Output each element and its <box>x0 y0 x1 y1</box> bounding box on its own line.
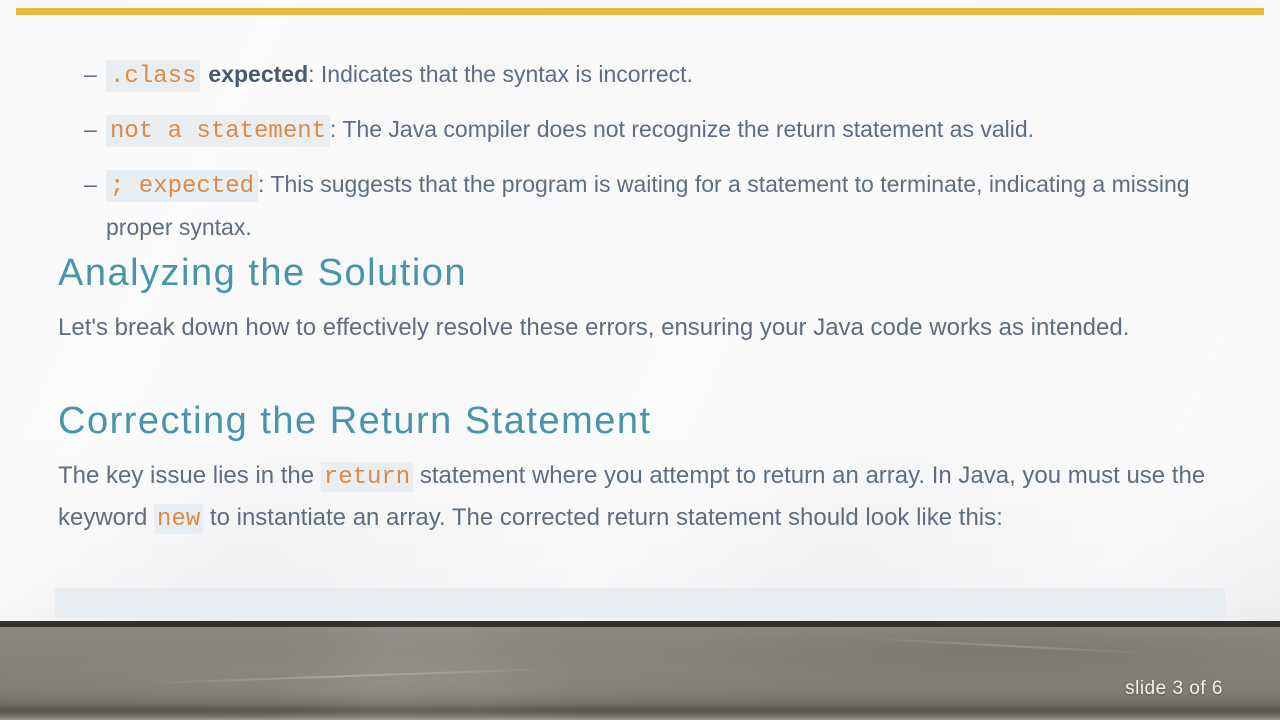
slide-top-accent-bar <box>16 8 1264 15</box>
section-title-correcting-the-return-statement: Correcting the Return Statement <box>58 400 652 442</box>
bullet-dash: – <box>84 171 97 197</box>
code-snippet-block <box>55 588 1225 618</box>
inline-code-chip: not a statement <box>106 115 330 147</box>
concrete-floor-background <box>0 627 1280 720</box>
bullet-dash: – <box>84 61 97 87</box>
inline-code-chip: .class <box>106 60 200 92</box>
body-text-segment: statement where you attempt to return an array. In Java, you must use the keyword <box>58 462 1206 531</box>
body-text-segment: to instantiate an array. The corrected return statement should look like this: <box>203 504 1003 531</box>
inline-code-chip: return <box>321 462 413 492</box>
bullet-text: : Indicates that the syntax is incorrect. <box>308 61 693 87</box>
inline-code-chip: ; expected <box>106 170 258 202</box>
floor-scratch-texture <box>860 637 1160 655</box>
error-bullet-list <box>84 54 1214 259</box>
list-item <box>84 109 1214 152</box>
bullet-text: : The Java compiler does not recognize the return statement as valid. <box>330 116 1035 142</box>
section-body-text <box>58 456 1226 540</box>
section-body-text: Let's break down how to effectively resolve these errors, ensuring your Java code works as intended. <box>58 314 1130 341</box>
section-title-analyzing-the-solution: Analyzing the Solution <box>58 252 468 294</box>
slide-page-counter: slide 3 of 6 <box>1125 678 1223 699</box>
bullet-dash: – <box>84 116 97 142</box>
list-item <box>84 54 1214 97</box>
list-item <box>84 164 1214 247</box>
body-text-segment: The key issue lies in the <box>58 462 321 489</box>
bullet-bold-text: expected <box>208 61 309 87</box>
bullet-text: : This suggests that the program is waiting for a statement to terminate, indicating a missing proper syntax. <box>106 171 1190 240</box>
inline-code-chip: new <box>154 504 203 534</box>
floor-scratch-texture <box>140 668 560 685</box>
